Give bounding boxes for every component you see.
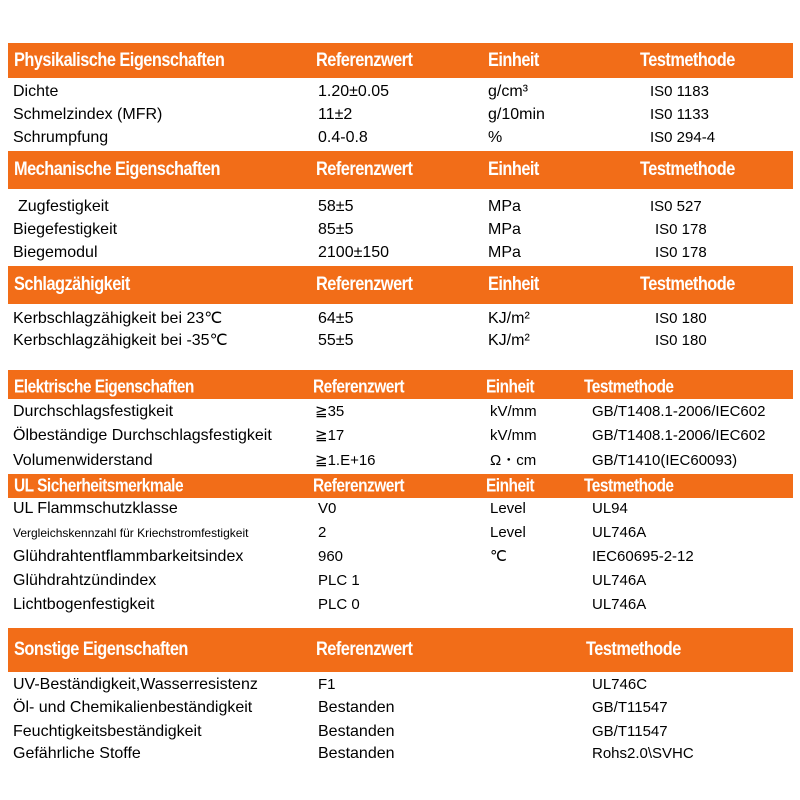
unit: ℃ [490, 548, 507, 565]
reference-value: 2100±150 [318, 244, 390, 261]
header-method: Testmethode [640, 274, 735, 295]
property-name: Feuchtigkeitsbeständigkeit [13, 723, 202, 740]
table-row [0, 242, 800, 264]
test-method: GB/T1408.1-2006/IEC602 [592, 403, 766, 420]
header-reference: Referenzwert [313, 376, 405, 396]
header-method: Testmethode [640, 159, 735, 180]
header-title: Mechanische Eigenschaften [14, 159, 220, 180]
test-method: IS0 180 [655, 332, 707, 349]
reference-value: 58±5 [318, 198, 354, 215]
unit: % [488, 129, 503, 146]
property-name: Biegefestigkeit [13, 221, 118, 238]
section-header-ul [8, 474, 793, 498]
property-name: Schrumpfung [13, 129, 109, 146]
reference-value: ≧17 [315, 427, 345, 444]
table-row [0, 425, 800, 447]
unit: kV/mm [490, 403, 537, 420]
test-method: UL746A [592, 596, 647, 613]
table-row [0, 127, 800, 149]
property-name: Kerbschlagzähigkeit bei -35℃ [13, 332, 228, 349]
test-method: UL746A [592, 572, 647, 589]
table-row [0, 219, 800, 241]
table-row [0, 104, 800, 126]
table-row [0, 594, 800, 616]
header-unit: Einheit [488, 274, 539, 295]
unit: KJ/m² [488, 332, 530, 349]
test-method: GB/T11547 [592, 723, 668, 740]
reference-value: 1.20±0.05 [318, 83, 390, 100]
property-name: Lichtbogenfestigkeit [13, 596, 155, 613]
reference-value: 64±5 [318, 310, 354, 327]
property-name: UL Flammschutzklasse [13, 500, 178, 517]
table-row [0, 196, 800, 218]
header-unit: Einheit [486, 475, 534, 496]
table-row [0, 674, 800, 696]
test-method: UL746C [592, 676, 648, 693]
test-method: UL94 [592, 500, 628, 517]
reference-value: 2 [318, 524, 327, 541]
reference-value: PLC 0 [318, 596, 360, 613]
header-title: Elektrische Eigenschaften [14, 376, 194, 396]
header-title: UL Sicherheitsmerkmale [14, 475, 184, 496]
property-name: Öl- und Chemikalienbeständigkeit [13, 699, 253, 716]
table-row [0, 546, 800, 568]
property-name: Glühdrahtzündindex [13, 572, 157, 589]
table-row [0, 81, 800, 103]
property-name: Zugfestigkeit [18, 198, 109, 215]
table-row [0, 697, 800, 719]
reference-value: 55±5 [318, 332, 354, 349]
property-name: Gefährliche Stoffe [13, 745, 141, 762]
test-method: IS0 294-4 [650, 129, 716, 146]
reference-value: 0.4-0.8 [318, 129, 368, 146]
header-method: Testmethode [640, 49, 735, 71]
unit: kV/mm [490, 427, 537, 444]
header-reference: Referenzwert [313, 475, 405, 496]
test-method: GB/T11547 [592, 699, 668, 716]
unit: KJ/m² [488, 310, 530, 327]
reference-value: V0 [318, 500, 337, 517]
property-name: Vergleichskennzahl für Kriechstromfestigkeit [13, 526, 249, 540]
test-method: IS0 527 [650, 198, 702, 215]
unit: Ω・cm [490, 452, 537, 469]
header-title: Schlagzähigkeit [14, 274, 130, 295]
reference-value: PLC 1 [318, 572, 360, 589]
reference-value: 11±2 [318, 106, 353, 123]
reference-value: Bestanden [318, 699, 395, 716]
unit: Level [490, 500, 526, 517]
header-title: Physikalische Eigenschaften [14, 49, 225, 71]
unit: g/10min [488, 106, 545, 123]
table-row [0, 450, 800, 472]
header-method: Testmethode [584, 475, 674, 496]
header-reference: Referenzwert [316, 159, 413, 180]
test-method: IS0 178 [655, 221, 707, 238]
property-name: Schmelzindex (MFR) [13, 106, 163, 123]
header-unit: Einheit [488, 49, 539, 71]
test-method: GB/T1410(IEC60093) [592, 452, 738, 469]
unit: Level [490, 524, 526, 541]
property-name: Dichte [13, 83, 59, 100]
property-name: Glühdrahtentflammbarkeitsindex [13, 548, 244, 565]
section-header-mechanical [8, 151, 793, 189]
table-row [0, 721, 800, 743]
unit: g/cm³ [488, 83, 528, 100]
section-header-physical [8, 43, 793, 78]
table-row [0, 308, 800, 330]
table-row [0, 743, 800, 765]
reference-value: F1 [318, 676, 336, 693]
header-unit: Einheit [488, 159, 539, 180]
test-method: IS0 1183 [650, 83, 709, 100]
property-name: Kerbschlagzähigkeit bei 23℃ [13, 310, 223, 327]
reference-value: 85±5 [318, 221, 354, 238]
table-row [0, 498, 800, 520]
reference-value: ≧1.E+16 [315, 452, 376, 469]
table-row [0, 401, 800, 423]
section-header-other [8, 628, 793, 672]
table-row [0, 570, 800, 592]
reference-value: ≧35 [315, 403, 345, 420]
header-reference: Referenzwert [316, 274, 413, 295]
test-method: GB/T1408.1-2006/IEC602 [592, 427, 766, 444]
test-method: Rohs2.0\SVHC [592, 745, 694, 762]
reference-value: 960 [318, 548, 344, 565]
section-header-impact [8, 266, 793, 304]
unit: MPa [488, 198, 521, 215]
test-method: IEC60695-2-12 [592, 548, 694, 565]
unit: MPa [488, 244, 521, 261]
header-method: Testmethode [584, 376, 674, 396]
test-method: IS0 178 [655, 244, 707, 261]
header-reference: Referenzwert [316, 639, 413, 660]
property-name: UV-Beständigkeit,Wasserresistenz [13, 676, 258, 693]
property-name: Ölbeständige Durchschlagsfestigkeit [13, 427, 272, 444]
table-row [0, 330, 800, 352]
table-row [0, 522, 800, 544]
property-name: Volumenwiderstand [13, 452, 153, 469]
header-reference: Referenzwert [316, 49, 413, 71]
header-title: Sonstige Eigenschaften [14, 639, 188, 660]
test-method: IS0 180 [655, 310, 707, 327]
property-name: Durchschlagsfestigkeit [13, 403, 174, 420]
header-method: Testmethode [586, 639, 681, 660]
header-unit: Einheit [486, 376, 534, 396]
reference-value: Bestanden [318, 745, 395, 762]
unit: MPa [488, 221, 521, 238]
test-method: IS0 1133 [650, 106, 709, 123]
test-method: UL746A [592, 524, 647, 541]
section-header-electrical [8, 374, 793, 399]
reference-value: Bestanden [318, 723, 395, 740]
property-name: Biegemodul [13, 244, 98, 261]
